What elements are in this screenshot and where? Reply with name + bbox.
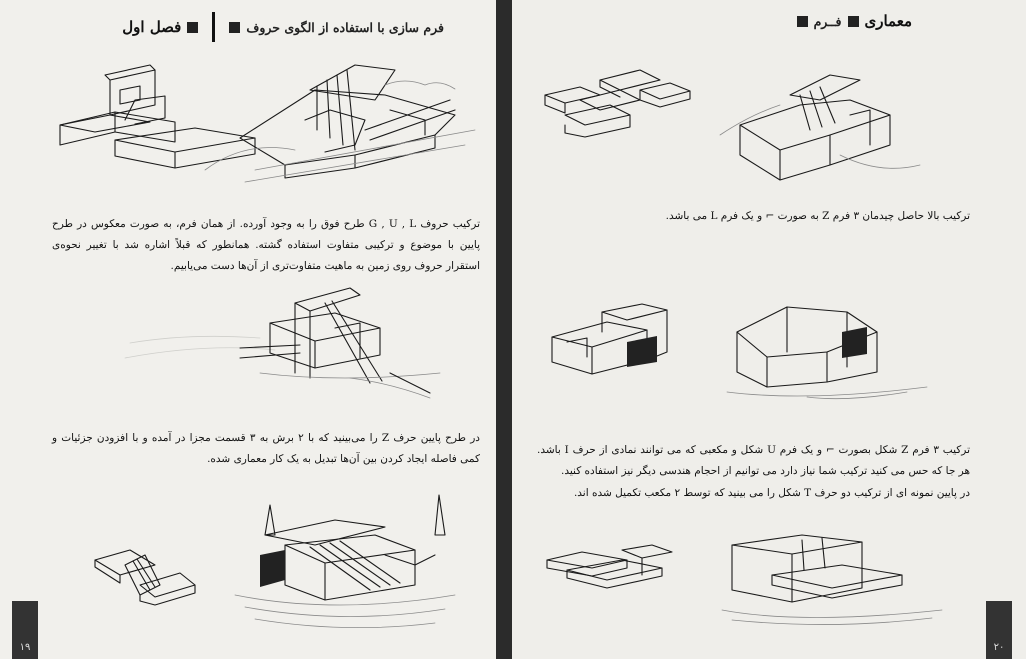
header-square-icon <box>229 22 240 33</box>
right-page-header <box>791 12 912 30</box>
right-paragraph-3: در پایین نمونه ای از ترکیب دو حرف T شکل را می بینید که توسط ۲ مکعب تکمیل شده اند. <box>573 487 970 499</box>
sketch-zl-composition <box>540 55 980 195</box>
right-header-subtitle: فــرم <box>813 13 842 29</box>
right-page <box>512 0 1026 659</box>
sketch-architecture-middle <box>120 283 450 403</box>
right-header-title: معماری <box>864 12 912 30</box>
left-page-header <box>122 12 444 42</box>
header-square-icon <box>797 16 808 27</box>
right-page-number: ۲۰ <box>986 601 1012 659</box>
sketch-gul-composition <box>55 60 485 200</box>
sketch-z-form <box>85 495 465 640</box>
left-page <box>0 0 496 659</box>
left-page-number: ۱۹ <box>12 601 38 659</box>
right-paragraph-2: ترکیب ۳ فرم Z شکل بصورت ⌐ و یک فرم U شکل و مکعبی که می توانند نمادی از حرف I باشد. هر جا که حس می کنید ترکیب شما نیاز دارد می توانیم از احجام هندسی دیگر نیز استفاده کنید. <box>537 444 970 477</box>
sketch-zui-composition <box>547 292 977 407</box>
header-square-icon <box>848 16 859 27</box>
book-gutter <box>496 0 512 659</box>
left-header-subtitle: فرم سازی با استفاده از الگوی حروف <box>246 19 444 35</box>
left-paragraph-1: ترکیب حروف G , U , L طرح فوق را به وجود آورده. از همان فرم، به صورت معکوس در طرح پایین با موضوع و ترکیبی متفاوت استفاده گشته. همانطور که قبلاً اشاره شد با تغییر نحوه‌ی استقرار حروف روی زمین به ماهیت متفاوت‌تری از آن‌ها دست می‌یابیم. <box>52 218 480 272</box>
left-header-chapter: فصل اول <box>122 18 182 36</box>
left-paragraph-2: در طرح پایین حرف Z را می‌بینید که با ۲ برش به ۳ قسمت مجزا در آمده و با افزودن جزئیات و کمی فاصله ایجاد کردن بین آن‌ها تبدیل به یک کار معماری شده. <box>52 432 480 465</box>
right-paragraph-1: ترکیب بالا حاصل چیدمان ۳ فرم Z به صورت ⌐ و یک فرم L می باشد. <box>665 210 970 222</box>
sketch-tt-composition <box>542 530 962 635</box>
header-square-icon <box>187 22 198 33</box>
header-divider <box>212 12 215 42</box>
